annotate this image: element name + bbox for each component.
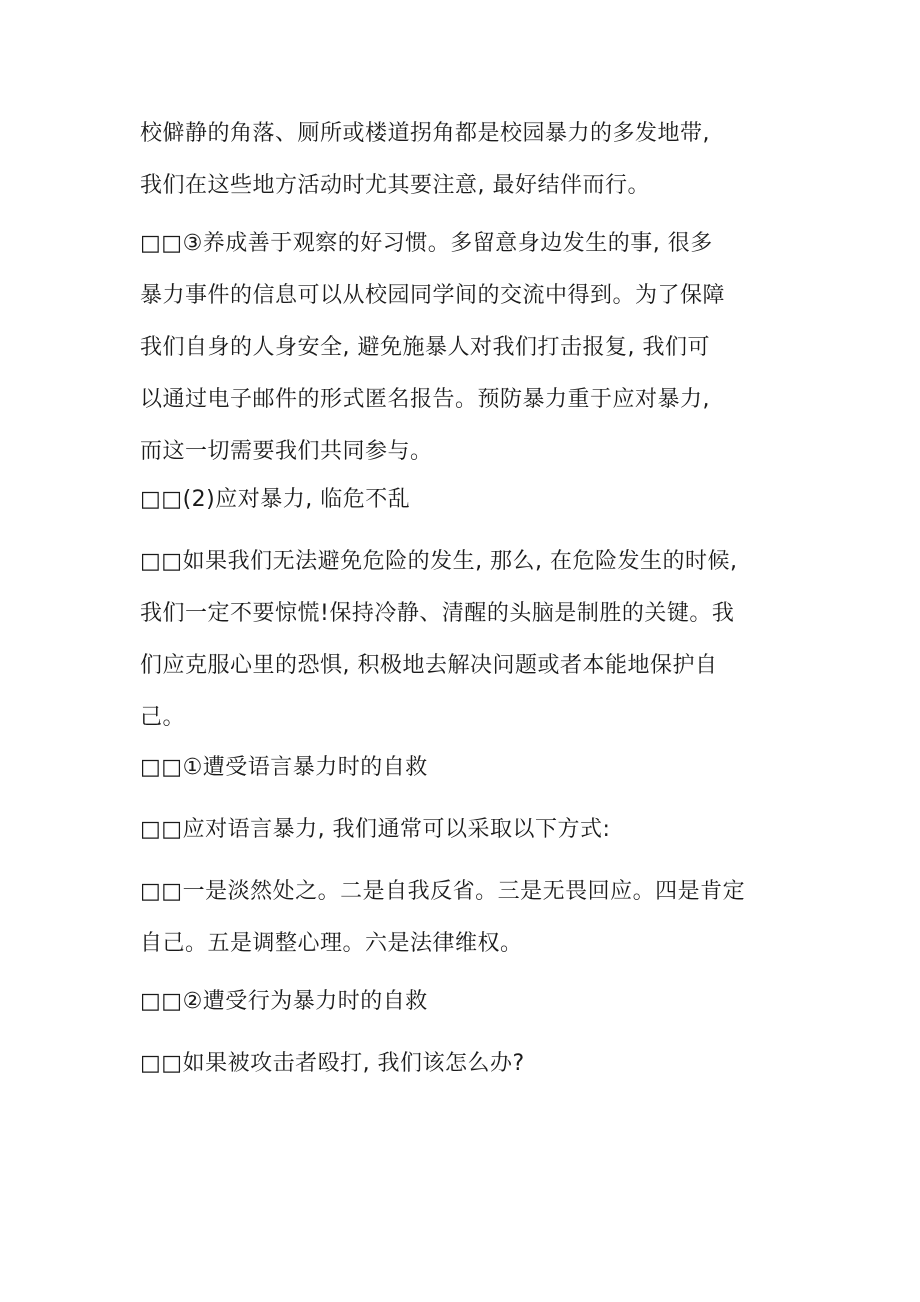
text-line: 我们在这些地方活动时尤其要注意, 最好结伴而行。 — [140, 173, 650, 198]
text-line: 己。 — [140, 705, 186, 730]
section-heading-respond-to-violence — [140, 474, 800, 526]
subheading-physical-violence — [140, 976, 800, 1028]
text-line: 以通过电子邮件的形式匿名报告。预防暴力重于应对暴力, — [140, 387, 710, 412]
text-line: 我们自身的人身安全, 避免施暴人对我们打击报复, 我们可 — [140, 335, 710, 360]
text-line: 们应克服心里的恐惧, 积极地去解决问题或者本能地保护自 — [140, 653, 718, 678]
text-line: □□①遭受语言暴力时的自救 — [140, 755, 428, 780]
text-line: □□②遭受行为暴力时的自救 — [140, 989, 428, 1014]
paragraph-verbal-response-intro — [140, 804, 800, 856]
text-line: □□如果被攻击者殴打, 我们该怎么办? — [140, 1051, 525, 1076]
text-line: □□应对语言暴力, 我们通常可以采取以下方式: — [140, 817, 611, 842]
paragraph-stay-calm — [140, 536, 800, 744]
subheading-verbal-violence — [140, 742, 800, 794]
paragraph-school-hidden-places — [140, 108, 800, 212]
text-line: 而这一切需要我们共同参与。 — [140, 439, 433, 464]
text-line: 暴力事件的信息可以从校园同学间的交流中得到。为了保障 — [140, 283, 726, 308]
text-line: □□③养成善于观察的好习惯。多留意身边发生的事, 很多 — [140, 231, 713, 256]
paragraph-if-attacked — [140, 1038, 800, 1090]
text-line: 校僻静的角落、厕所或楼道拐角都是校园暴力的多发地带, — [140, 121, 710, 146]
text-line: 自己。五是调整心理。六是法律维权。 — [140, 931, 523, 956]
paragraph-observation-habit — [140, 218, 800, 478]
text-line: □□一是淡然处之。二是自我反省。三是无畏回应。四是肯定 — [140, 879, 746, 904]
paragraph-six-methods — [140, 866, 800, 970]
text-line: □□如果我们无法避免危险的发生, 那么, 在危险发生的时候, — [140, 549, 738, 574]
text-line: □□(2)应对暴力, 临危不乱 — [140, 487, 411, 512]
text-line: 我们一定不要惊慌!保持冷静、清醒的头脑是制胜的关键。我 — [140, 601, 735, 626]
